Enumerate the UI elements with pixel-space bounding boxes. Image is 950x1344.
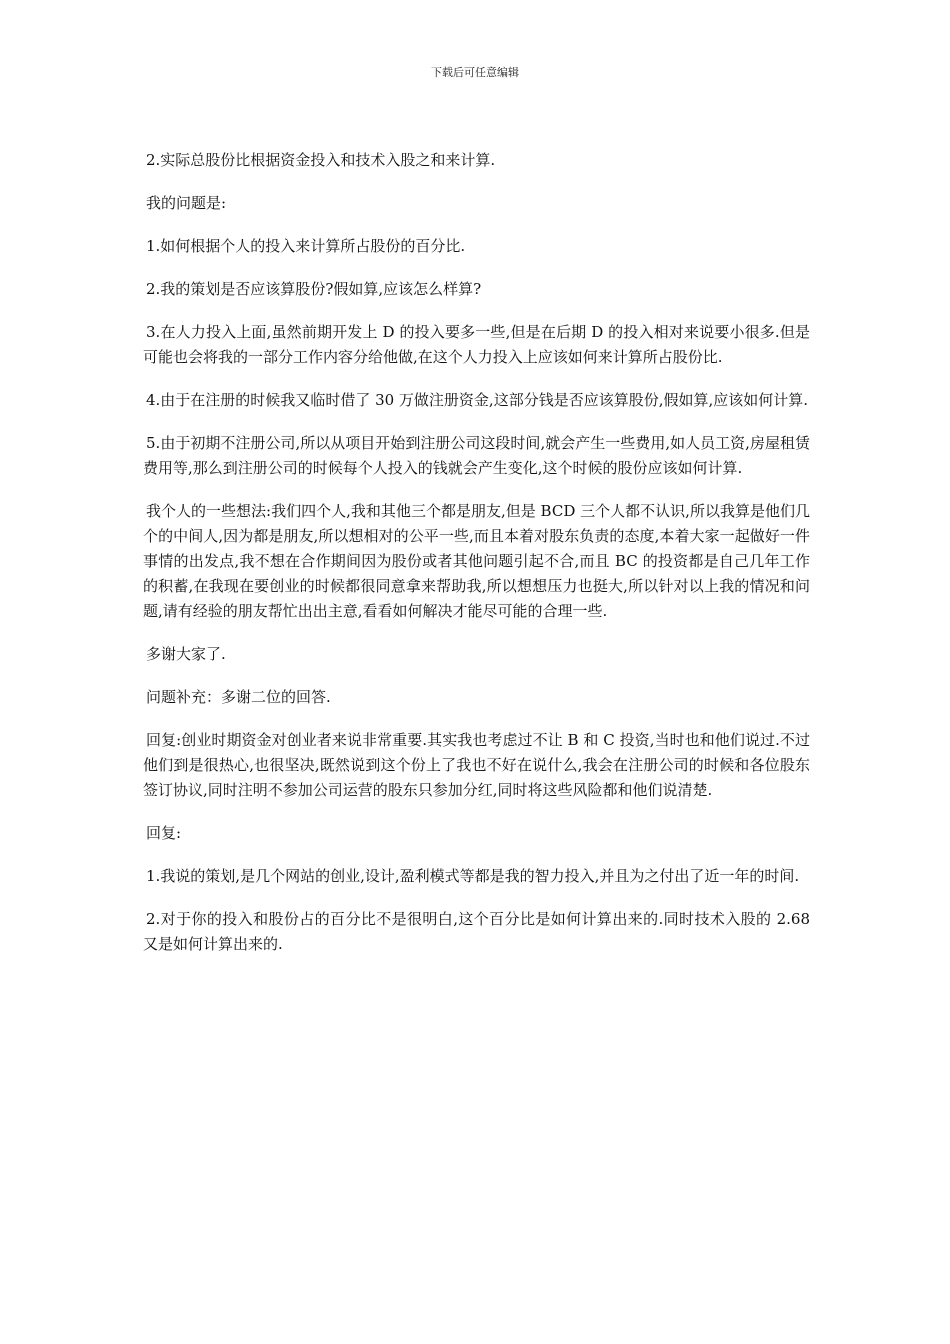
paragraph: 1.我说的策划,是几个网站的创业,设计,盈利模式等都是我的智力投入,并且为之付出了近一年的时间.	[146, 867, 800, 885]
paragraph: 2.我的策划是否应该算股份?假如算,应该怎么样算?	[146, 280, 482, 298]
paragraph: 我的问题是:	[146, 194, 227, 212]
paragraph: 1.如何根据个人的投入来计算所占股份的百分比.	[146, 237, 466, 255]
paragraph: 多谢大家了.	[146, 645, 226, 663]
document-body	[143, 148, 810, 975]
paragraph: 5.由于初期不注册公司,所以从项目开始到注册公司这段时间,就会产生一些费用,如人员工资,房屋租赁费用等,那么到注册公司的时候每个人投入的钱就会产生变化,这个时候的股份应该如何计算.	[143, 434, 810, 477]
paragraph: 问题补充：多谢二位的回答.	[146, 688, 331, 706]
paragraph: 3.在人力投入上面,虽然前期开发上 D 的投入要多一些,但是在后期 D 的投入相对来说要小很多.但是可能也会将我的一部分工作内容分给他做,在这个人力投入上应该如何来计算所占股份比.	[143, 323, 810, 366]
page-header: 下载后可任意编辑	[431, 66, 519, 79]
paragraph: 我个人的一些想法:我们四个人,我和其他三个都是朋友,但是 BCD 三个人都不认识,所以我算是他们几个的中间人,因为都是朋友,所以想相对的公平一些,而且本着对股东负责的态度,本着大家一起做好一件事情的出发点,我不想在合作期间因为股份或者其他问题引起不合,而且 BC 的投资都是自己几年工作的积蓄,在我现在要创业的时候都很同意拿来帮助我,所以想想压力也挺大,所以针对以上我的情况和问题,请有经验的朋友帮忙出出主意,看看如何解决才能尽可能的合理一些.	[143, 502, 810, 620]
paragraph: 回复:	[146, 824, 182, 842]
paragraph: 2.实际总股份比根据资金投入和技术入股之和来计算.	[146, 151, 496, 169]
paragraph: 4.由于在注册的时候我又临时借了 30 万做注册资金,这部分钱是否应该算股份,假如算,应该如何计算.	[146, 391, 809, 409]
paragraph: 2.对于你的投入和股份占的百分比不是很明白,这个百分比是如何计算出来的.同时技术入股的 2.68 又是如何计算出来的.	[143, 910, 810, 953]
paragraph: 回复:创业时期资金对创业者来说非常重要.其实我也考虑过不让 B 和 C 投资,当时也和他们说过.不过他们到是很热心,也很坚决,既然说到这个份上了我也不好在说什么,我会在注册公司的时候和各位股东签订协议,同时注明不参加公司运营的股东只参加分红,同时将这些风险都和他们说清楚.	[143, 731, 810, 799]
